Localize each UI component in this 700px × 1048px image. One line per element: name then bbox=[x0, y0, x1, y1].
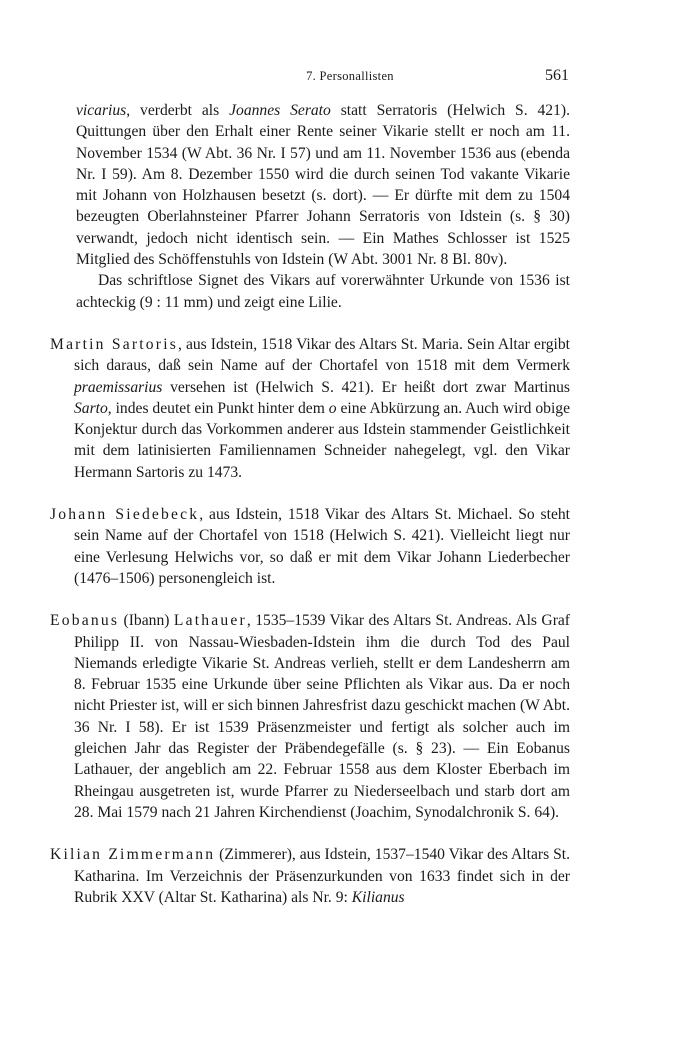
text-run: statt Serratoris (Helwich S. 421). Quittungen über den Erhalt einer Rente seiner Vikarie stellt er noch am 11. November 1534 (W Abt. 36 Nr. I 57) und am 11. November 1536 aus (ebenda Nr. I 59). Am 8. Dezember 1550 wird die durch seinen Tod vakante Vikarie mit Johann von Holzhausen besetzt (s. dort). — Er dürfte mit dem zu 1504 bezeugten Oberlahnsteiner Pfarrer Johann Serratoris von Idstein (s. § 30) verwandt, jedoch nicht identisch sein. — Ein Mathes Schlosser ist 1525 Mitglied des Schöffenstuhls von Idstein (W Abt. 3001 Nr. 8 Bl. 80v). bbox=[76, 102, 570, 269]
page-body bbox=[50, 100, 570, 908]
page-number: 561 bbox=[545, 67, 569, 84]
italic-run: o bbox=[328, 399, 337, 417]
signet-paragraph: Das schriftlose Signet des Vikars auf vorerwähnter Urkunde von 1536 ist achteckig (9 : 11 mm) und zeigt eine Lilie. bbox=[76, 272, 570, 311]
running-title: 7. Personallisten bbox=[306, 69, 394, 83]
text-run: , indes deutet ein Punkt hinter dem bbox=[107, 399, 329, 417]
entry-name: Kilian Zimmermann bbox=[50, 846, 216, 864]
italic-run: praemissarius bbox=[74, 378, 163, 396]
continuation-paragraph bbox=[50, 100, 570, 270]
text-run: , aus Idstein, 1537–1540 Vikar des Altars St. Katharina. Im Verzeichnis der Präsenzurkunden von 1633 findet sich in der Rubrik XXV (Altar St. Katharina) als Nr. 9: bbox=[74, 846, 570, 906]
text-run: , aus Idstein, 1518 Vikar des Altars St. Maria. Sein Altar ergibt sich daraus, daß sein Name auf der Chortafel von 1518 mit dem Vermerk bbox=[74, 335, 570, 375]
running-header bbox=[0, 67, 700, 87]
text-run: , verderbt als bbox=[126, 102, 230, 119]
entry-name-last: Lathauer bbox=[173, 612, 247, 630]
italic-run: vicarius bbox=[76, 102, 127, 119]
text-run: versehen ist (Helwich S. 421). Er heißt dort zwar Martinus bbox=[162, 378, 570, 396]
entry-name: Johann Siedebeck bbox=[50, 506, 200, 524]
text-run: , aus Idstein, 1518 Vikar des Altars St. Michael. So steht sein Name auf der Chortafel von 1518 (Helwich S. 421). Vielleicht liegt nur eine Verlesung Helwichs vor, so daß er mit dem Vikar Johann Liederbecher (1476–1506) personengleich ist. bbox=[74, 506, 570, 587]
text-run: , 1535–1539 Vikar des Altars St. Andreas. Als Graf Philipp II. von Nassau-Wiesbaden-Idstein ihm die durch Tod des Paul Niemands erledigte Vikarie St. Andreas verlieh, stellt er dem Landesherrn am 8. Februar 1535 eine Urkunde über seine Pflichten als Vikar aus. Da er noch nicht Priester ist, will er sich binnen Jahresfrist dazu geschickt machen (W Abt. 36 Nr. I 58). Er ist 1539 Präsenzmeister und fertigt als solcher auch im gleichen Jahr das Register der Präbendegefälle (s. § 23). — Ein Eobanus Lathauer, der angeblich am 22. Februar 1558 aus dem Kloster Eberbach im Rheingau ausgetreten ist, wurde Pfarrer zu Niederseelbach und starb dort am 28. Mai 1579 nach 21 Jahren Kirchendienst (Joachim, Synodalchronik S. 64). bbox=[74, 612, 571, 821]
text-run: eine Abkürzung an. Auch wird obige Konjektur durch das Vorkommen anderer aus Idstein stammender Geistlichkeit mit dem latinisierten Familiennamen Schneider nahegelegt, vgl. den Vikar Hermann Sartoris zu 1473. bbox=[74, 399, 571, 481]
entry-name: Martin Sartoris bbox=[50, 335, 178, 353]
italic-run: Sarto bbox=[74, 399, 108, 417]
italic-run: Kilianus bbox=[351, 888, 405, 906]
entry-name-variant: (Zimmerer) bbox=[215, 846, 292, 864]
entry-name-variant: (Ibann) bbox=[119, 612, 174, 630]
entry-name-first: Eobanus bbox=[50, 612, 120, 630]
entry-eobanus-lathauer bbox=[50, 610, 570, 823]
entry-martin-sartoris bbox=[50, 334, 570, 483]
entry-kilian-zimmermann bbox=[50, 844, 570, 908]
italic-run: Joannes Serato bbox=[229, 102, 331, 119]
entry-johann-siedebeck bbox=[50, 504, 570, 589]
